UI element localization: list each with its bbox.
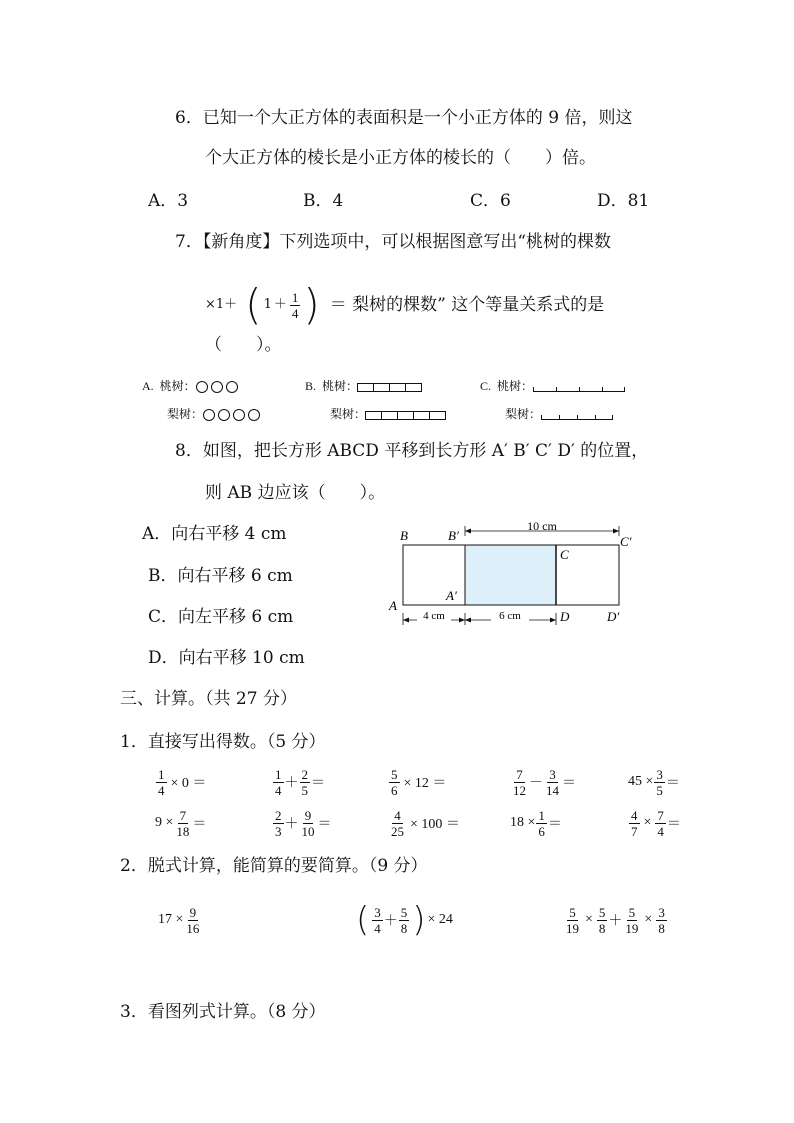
- part-1-title: 1．直接写出得数。（5 分）: [120, 732, 326, 752]
- label-d-prime: D′: [607, 609, 620, 624]
- peach-segment-line: [533, 383, 625, 392]
- pear-segment-line: [541, 411, 613, 420]
- top-length-label: 10 cm: [527, 519, 557, 533]
- shaded-rectangle: [465, 545, 556, 605]
- q7-option-c[interactable]: C. 桃树：: [480, 376, 625, 396]
- q8-option-c[interactable]: C．向左平移 6 cm: [148, 607, 294, 627]
- calc-2-3: $\frac{5}{19}$ × $\frac{5}{8}$ ＋ $\frac{5}{19}$ × $\frac{3}{8}$: [566, 904, 665, 936]
- q7-one: 1: [263, 297, 272, 312]
- q6-option-a[interactable]: A．3: [148, 191, 189, 211]
- q8-line1: 8．如图，把长方形 ABCD 平移到长方形 A′ B′ C′ D′ 的位置，: [175, 441, 649, 461]
- q7-line3: （ ）。: [205, 335, 282, 355]
- q6-option-b[interactable]: B．4: [303, 191, 344, 211]
- calc-1-9: 18 × $\frac{1}{6}$ ＝: [510, 807, 562, 839]
- calc-1-7: $\frac{2}{3}$ ＋ $\frac{9}{10}$ ＝: [275, 807, 332, 839]
- calc-1-8: $\frac{4}{25}$ × 100 ＝: [391, 807, 460, 839]
- middle-length-label: 6 cm: [499, 610, 521, 622]
- q7-fraction: $\frac{1}{4}$: [291, 289, 299, 321]
- calc-1-3: $\frac{5}{6}$ × 12 ＝: [391, 766, 447, 798]
- label-c-prime: C′: [620, 534, 632, 549]
- q7-times-one: ×1＋: [205, 297, 238, 312]
- label-b-prime: B′: [448, 528, 459, 543]
- q6-option-c[interactable]: C．6: [470, 191, 511, 211]
- q8-option-d[interactable]: D．向右平移 10 cm: [148, 648, 305, 668]
- q8-option-b[interactable]: B．向右平移 6 cm: [148, 566, 293, 586]
- peach-circles: [196, 379, 241, 393]
- q8-option-a[interactable]: A．向右平移 4 cm: [142, 524, 287, 544]
- calc-2-2: ( $\frac{3}{4}$ ＋ $\frac{5}{8}$ ) × 24: [356, 900, 453, 940]
- q6-line2: 个大正方体的棱长是小正方体的棱长的（ ）倍。: [205, 148, 596, 168]
- calc-1-2: $\frac{1}{4}$ ＋ $\frac{2}{5}$ ＝: [275, 766, 325, 798]
- part-2-title: 2．脱式计算，能简算的要简算。（9 分）: [120, 856, 428, 876]
- q7-option-a-pear: 梨树：: [167, 404, 263, 424]
- calc-1-6: 9 × $\frac{7}{18}$ ＝: [155, 807, 207, 839]
- label-d: D: [560, 609, 570, 624]
- calc-1-1: $\frac{1}{4}$ × 0 ＝: [158, 766, 207, 798]
- calc-2-1: 17 × $\frac{9}{16}$: [158, 904, 200, 936]
- q7-line1: 7．【新角度】下列选项中，可以根据图意写出“桃树的棵数: [175, 232, 612, 252]
- pear-circles: [203, 407, 263, 421]
- q7-paren-expression: ( 1 ＋ $\frac{1}{4}$ ): [245, 280, 320, 329]
- q7-plus: ＋: [273, 297, 287, 312]
- q7-line2: [205, 280, 605, 329]
- left-length-label: 4 cm: [423, 610, 445, 622]
- q7-option-a[interactable]: A. 桃树：: [142, 376, 241, 396]
- q6-option-d[interactable]: D．81: [597, 191, 650, 211]
- q7-option-b-pear: 梨树：: [330, 404, 446, 424]
- label-c: C: [560, 547, 569, 562]
- q8-line2: 则 AB 边应该（ ）。: [205, 483, 386, 503]
- label-a-prime: A′: [446, 588, 457, 603]
- calc-1-10: $\frac{4}{7}$ × $\frac{7}{4}$ ＝: [631, 807, 681, 839]
- q7-option-b[interactable]: B. 桃树：: [305, 376, 422, 396]
- peach-bar: [358, 383, 422, 392]
- calc-1-5: 45 × $\frac{3}{5}$ ＝: [628, 766, 680, 798]
- part-3-title: 3．看图列式计算。（8 分）: [120, 1002, 326, 1022]
- q7-option-c-pear: 梨树：: [505, 404, 613, 424]
- q7-line2-tail: ＝ 梨树的棵数” 这个等量关系式的是: [329, 295, 605, 315]
- translation-figure: [380, 515, 645, 630]
- section-3-title: 三、计算。（共 27 分）: [120, 689, 297, 709]
- label-b: B: [400, 528, 408, 543]
- q6-line1: 6．已知一个大正方体的表面积是一个小正方体的 9 倍，则这: [175, 108, 633, 128]
- calc-1-4: $\frac{7}{12}$ － $\frac{3}{14}$ ＝: [513, 766, 576, 798]
- pear-bar: [366, 411, 446, 420]
- label-a: A: [389, 598, 397, 613]
